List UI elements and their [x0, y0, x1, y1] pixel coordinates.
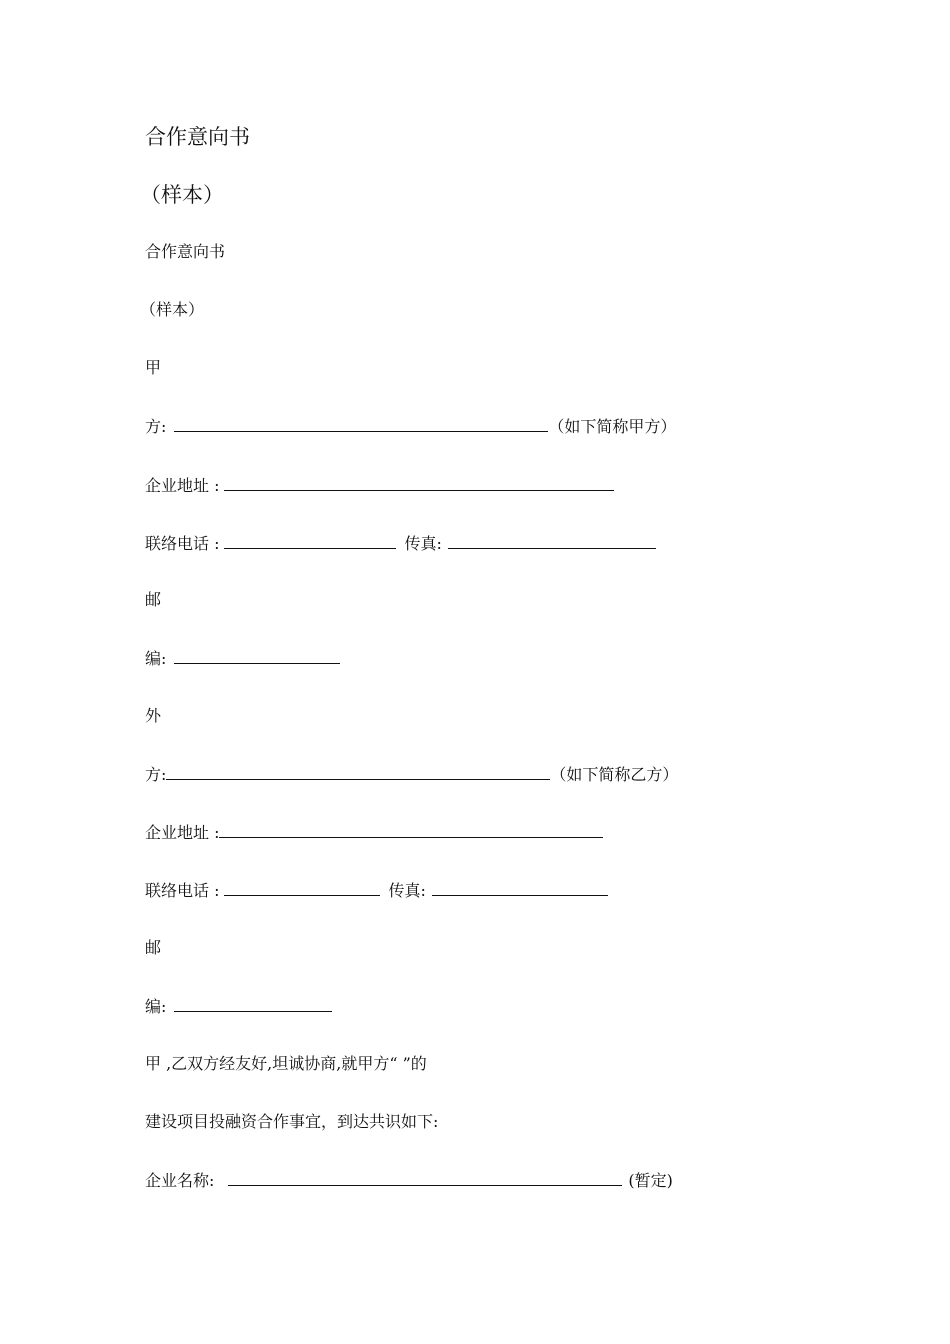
party-b-post-blank[interactable] — [174, 996, 332, 1012]
company-name-blank[interactable] — [228, 1170, 622, 1186]
party-a-address-row — [145, 475, 614, 496]
company-name-label: 企业名称: — [145, 1171, 215, 1190]
doc-heading: 合作意向书 — [145, 242, 226, 261]
party-a-name-label: 方: — [145, 417, 167, 436]
doc-title: 合作意向书 — [145, 125, 250, 149]
party-b-suffix: （如下简称乙方） — [550, 765, 679, 784]
doc-heading-sub: （样本） — [140, 300, 205, 319]
party-a-post-row — [145, 648, 340, 669]
party-b-name-row — [145, 764, 678, 785]
party-b-post-top: 邮 — [145, 938, 162, 957]
party-b-name-label: 方: — [145, 765, 167, 784]
party-a-suffix: （如下简称甲方） — [548, 417, 677, 436]
party-a-label-top: 甲 — [145, 358, 162, 377]
party-b-phone-row — [145, 880, 608, 901]
party-a-address-label: 企业地址 : — [145, 476, 220, 495]
party-b-name-blank[interactable] — [166, 764, 550, 780]
party-a-name-blank[interactable] — [174, 416, 548, 432]
party-b-fax-blank[interactable] — [432, 880, 608, 896]
party-b-address-blank[interactable] — [219, 822, 603, 838]
party-b-label-top: 外 — [145, 706, 162, 725]
body-paragraph-line-2: 建设项目投融资合作事宜，到达共识如下: — [145, 1112, 439, 1131]
company-name-suffix: (暂定) — [628, 1171, 673, 1190]
party-b-post-label: 编: — [145, 997, 167, 1016]
party-b-phone-blank[interactable] — [224, 880, 380, 896]
party-a-post-top: 邮 — [145, 590, 162, 609]
party-a-phone-label: 联络电话 : — [145, 534, 220, 553]
party-b-address-row — [145, 822, 603, 843]
party-a-post-blank[interactable] — [174, 648, 340, 664]
doc-title-sub: （样本） — [140, 183, 224, 207]
party-a-phone-row — [145, 533, 656, 554]
party-b-phone-label: 联络电话 : — [145, 881, 220, 900]
party-b-address-label: 企业地址 : — [145, 823, 220, 842]
party-a-fax-blank[interactable] — [448, 533, 656, 549]
party-b-fax-label: 传真: — [388, 881, 426, 900]
company-name-row — [145, 1170, 673, 1191]
party-b-post-row — [145, 996, 332, 1017]
party-a-post-label: 编: — [145, 649, 167, 668]
body-paragraph-line-1: 甲 ,乙双方经友好,坦诚协商,就甲方“ ”的 — [145, 1054, 427, 1073]
party-a-name-row — [145, 416, 676, 437]
party-a-fax-label: 传真: — [404, 534, 442, 553]
party-a-phone-blank[interactable] — [224, 533, 396, 549]
party-a-address-blank[interactable] — [224, 475, 614, 491]
